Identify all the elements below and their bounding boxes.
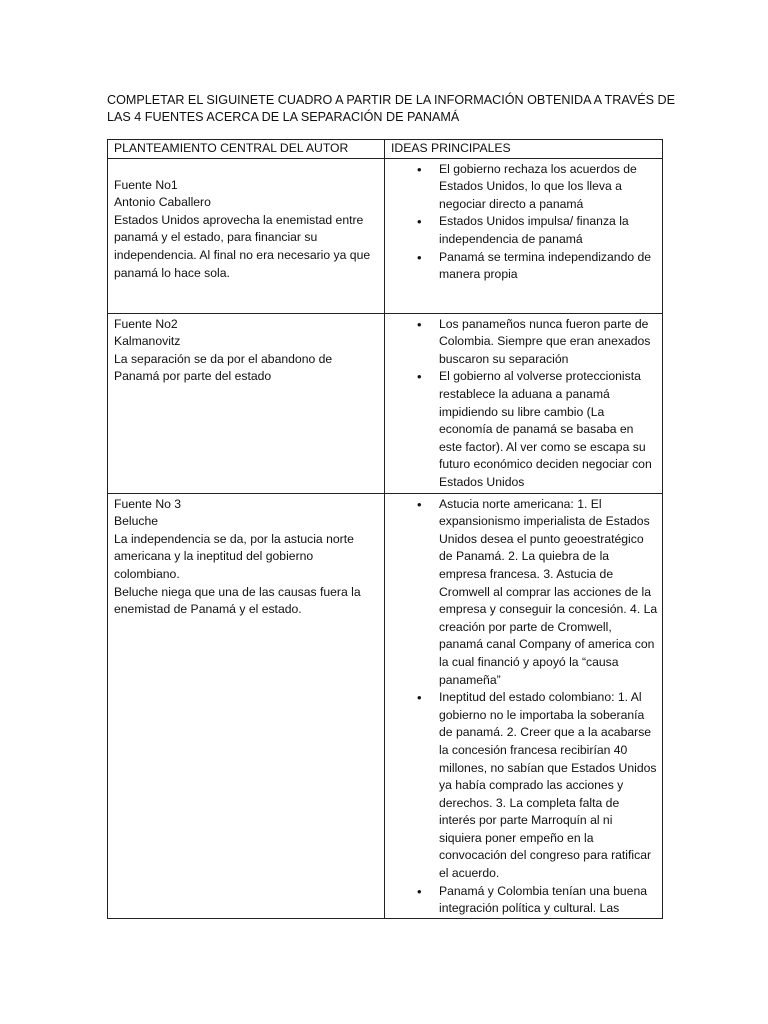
main-ideas-cell bbox=[385, 493, 663, 918]
list-item: • Panamá y Colombia tenían una buena integración política y cultural. Las bbox=[439, 883, 658, 918]
source-label: Fuente No1 bbox=[114, 177, 178, 192]
list-item: • Estados Unidos impulsa/ finanza la independencia de panamá bbox=[439, 213, 658, 248]
thesis-text: La independencia se da, por la astucia norte americana y la ineptitud del gobierno colombiano. bbox=[114, 531, 354, 581]
table-row bbox=[108, 313, 663, 493]
ideas-list bbox=[391, 496, 658, 918]
thesis-text: Estados Unidos aprovecha la enemistad entre panamá y el estado, para financiar su independencia. Al final no era necesario ya que panamá lo hace sola. bbox=[114, 212, 371, 280]
main-ideas-cell bbox=[385, 158, 663, 313]
source-label: Fuente No 3 bbox=[114, 496, 182, 511]
ideas-list bbox=[391, 316, 658, 492]
author-name: Antonio Caballero bbox=[114, 195, 211, 210]
author-thesis-cell bbox=[108, 493, 385, 918]
source-label: Fuente No2 bbox=[114, 316, 178, 331]
list-item: • Los panameños nunca fueron parte de Colombia. Siempre que eran anexados buscaron su separación bbox=[439, 316, 658, 369]
sources-table bbox=[107, 139, 663, 919]
main-ideas-cell bbox=[385, 313, 663, 493]
heading-line-2: LAS 4 FUENTES ACERCA DE LA SEPARACIÓN DE PANAMÁ bbox=[107, 110, 460, 124]
column-header-author-thesis: PLANTEAMIENTO CENTRAL DEL AUTOR bbox=[108, 140, 385, 159]
table-row bbox=[108, 158, 663, 313]
list-item: • El gobierno al volverse proteccionista restablece la aduana a panamá impidiendo su libre cambio (La economía de panamá se basaba en este factor). Al ver como se escapa su futuro económico deciden negociar con Estados Unidos bbox=[439, 368, 658, 491]
table-header-row bbox=[108, 140, 663, 159]
heading-line-1: COMPLETAR EL SIGUINETE CUADRO A PARTIR DE LA INFORMACIÓN OBTENIDA A TRAVÉS DE bbox=[107, 93, 676, 107]
thesis-text: Beluche niega que una de las causas fuera la enemistad de Panamá y el estado. bbox=[114, 584, 361, 617]
ideas-list bbox=[391, 161, 658, 284]
table-row bbox=[108, 493, 663, 918]
thesis-text: La separación se da por el abandono de Panamá por parte del estado bbox=[114, 351, 333, 384]
author-thesis-cell bbox=[108, 313, 385, 493]
author-name: Kalmanovitz bbox=[114, 334, 181, 349]
list-item: • El gobierno rechaza los acuerdos de Estados Unidos, lo que los lleva a negociar directo a panamá bbox=[439, 161, 658, 214]
list-item: • Panamá se termina independizando de manera propia bbox=[439, 249, 658, 284]
author-name: Beluche bbox=[114, 514, 159, 529]
instructions-heading bbox=[107, 92, 676, 126]
author-thesis-cell bbox=[108, 158, 385, 313]
column-header-main-ideas: IDEAS PRINCIPALES bbox=[385, 140, 663, 159]
list-item: • Astucia norte americana: 1. El expansionismo imperialista de Estados Unidos desea el punto geoestratégico de Panamá. 2. La quiebra de la empresa francesa. 3. Astucia de Cromwell al comprar las acciones de la empresa y conseguir la concesión. 4. La creación por parte de Cromwell, panamá canal Company of america con la cual financió y apoyó la “causa panameña” bbox=[439, 496, 658, 690]
list-item: • Ineptitud del estado colombiano: 1. Al gobierno no le importaba la soberanía de panamá. 2. Creer que a la acabarse la concesión francesa recibirían 40 millones, no sabían que Estados Unidos ya había comprado las acciones y derechos. 3. La completa falta de interés por parte Marroquín al ni siquiera poner empeño en la convocación del congreso para ratificar el acuerdo. bbox=[439, 689, 658, 883]
